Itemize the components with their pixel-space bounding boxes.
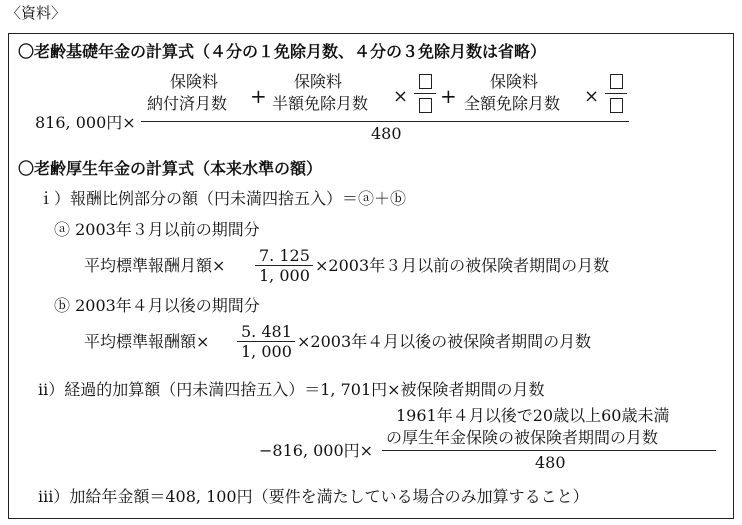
item-b-denominator: 1, 000 <box>241 342 292 361</box>
item-a-suffix: ×2003年３月以前の被保険者期間の月数 <box>315 256 610 275</box>
item-a-denominator: 1, 000 <box>259 266 310 285</box>
plus-sign-1: + <box>250 84 267 108</box>
item-b-prefix: 平均標準報酬額× <box>84 332 210 351</box>
item-ii-numerator-line2: の厚生年金保険の被保険者期間の月数 <box>386 428 659 447</box>
box-fraction-line <box>414 93 436 94</box>
item-b-numerator: 5. 481 <box>241 322 292 341</box>
plus-sign-2: + <box>440 84 457 108</box>
item-i-label: ｉ）報酬比例部分の額（円未満四捨五入）＝ⓐ＋ⓑ <box>38 189 407 208</box>
box-placeholder-icon <box>610 98 623 113</box>
section2-title: 〇老齢厚生年金の計算式（本来水準の額） <box>18 159 323 178</box>
box-placeholder-icon <box>419 98 432 113</box>
item-iii-label: ⅲ）加給年金額＝408, 100円（要件を満たしている場合のみ加算すること） <box>38 487 589 506</box>
main-fraction-line <box>141 121 629 122</box>
term2-top: 保険料 <box>294 72 343 91</box>
section1-title: 〇老齢基礎年金の計算式（４分の１免除月数、４分の３免除月数は省略） <box>18 42 547 61</box>
box-placeholder-icon <box>419 74 432 89</box>
item-ii-numerator-line1: 1961年４月以後で20歳以上60歳未満 <box>396 406 670 425</box>
item-b-label: ⓑ 2003年４月以後の期間分 <box>54 296 260 315</box>
term2-bottom: 半額免除月数 <box>272 94 369 113</box>
formula1-prefix: 816, 000円× <box>35 113 136 132</box>
formula1-denominator: 480 <box>371 124 402 143</box>
times-sign-1: × <box>393 86 409 107</box>
item-a-numerator: 7. 125 <box>259 246 310 265</box>
term1-top: 保険料 <box>170 72 219 91</box>
item-ii-label: ⅱ）経過的加算額（円未満四捨五入）＝1, 701円×被保険者期間の月数 <box>38 380 545 399</box>
times-sign-2: × <box>584 86 600 107</box>
term1-bottom: 納付済月数 <box>147 94 228 113</box>
item-ii-denominator: 480 <box>535 453 566 472</box>
doc-label: 〈資料〉 <box>6 4 67 22</box>
item-a-prefix: 平均標準報酬月額× <box>84 256 226 275</box>
term3-bottom: 全額免除月数 <box>464 94 561 113</box>
item-b-suffix: ×2003年４月以後の被保険者期間の月数 <box>297 332 592 351</box>
item-ii-fraction-line <box>382 450 716 451</box>
item-a-label: ⓐ 2003年３月以前の期間分 <box>54 220 260 239</box>
box-fraction-line <box>605 93 627 94</box>
term3-top: 保険料 <box>490 72 539 91</box>
item-ii-prefix: −816, 000円× <box>259 441 374 460</box>
box-placeholder-icon <box>610 74 623 89</box>
